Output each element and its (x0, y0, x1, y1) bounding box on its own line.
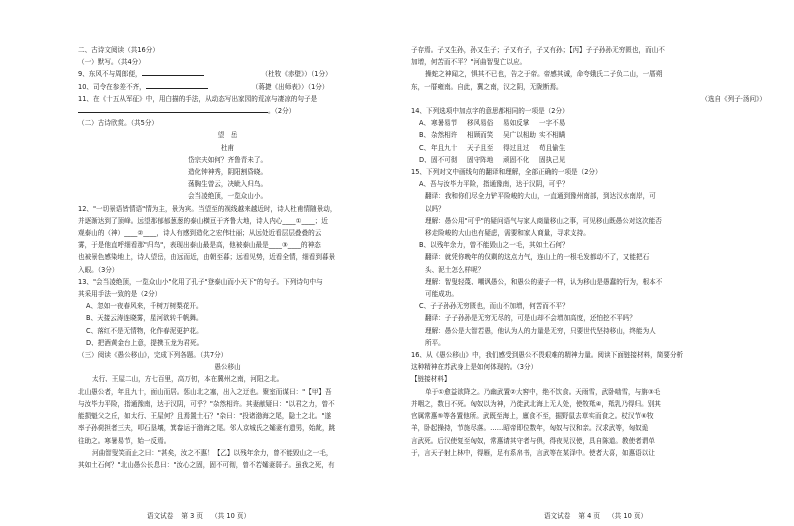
question-14: 14、下列选项中加点字的意思都相同的一项是（2分） (411, 107, 569, 116)
option-b[interactable]: B、以残年余力，曾不能毁山之一毛，其如土石何？ (419, 241, 569, 250)
option-a[interactable]: A、忽如一夜春风来，千树万树梨花开。 (86, 302, 203, 311)
poem-title: 望 岳 (217, 131, 238, 140)
understanding: 理解：愚公是大智若愚，他认为人的力量是无穷，只要世代坚持移山，终能为人 (425, 326, 656, 335)
subsection-header-3: （三）阅读《愚公移山》，完成下列各题。（共7分） (78, 351, 228, 360)
footer-page-number: 第 3 页 (181, 512, 203, 520)
section-title: 二、古诗文阅读（共16分） (78, 46, 159, 54)
subsection-header-1: （一）默写。（共4分） (78, 58, 145, 67)
footer-total: （共 10 页） (211, 512, 251, 520)
poem-line: 会当凌绝顶，一览众山小。 (187, 192, 268, 201)
passage-line: 往助之。寒暑易节，始一反焉。 (78, 436, 171, 445)
link-material-line: 于，言天子射上林中，得雁，足有系帛书，言武等在某泽中。使者大喜，如惠语以让 (411, 448, 655, 457)
page-3-content (0, 0, 397, 471)
translation: 以吗？ (425, 204, 445, 213)
question-12-line: 并逐渐达到了顶峰。远望那郁郁葱葱的泰山横亘于齐鲁大地，诗人内心____①____；近 (78, 216, 328, 225)
question-12-line: 雾，于是他直呼细看那"归鸟"，表现出泰山最是高，他被泰山最是____③____的神态 (78, 241, 321, 250)
option-c[interactable]: C、子子孙孙无穷匮也，而山不加增，何苦而不平？ (419, 302, 569, 311)
poem-line: 造化钟神秀，阴阳割昏晓。 (187, 168, 268, 177)
question-10: 10、司令在参差不齐， （蒋捷《出师表》）（1分） (78, 82, 329, 91)
understanding: 移走险峻的大山也有疑虑，需要和家人商量，寻求支持。 (425, 229, 590, 238)
translation: 翻译：子子孙孙是无穷无尽的，可是山却不会增加高度，还怕挖不平吗？ (425, 314, 636, 323)
passage-line: 太行、王屋二山，方七百里，高万仞，本在冀州之南，河阳之北。 (92, 375, 284, 384)
question-12-line: 观泰山的（神）____②____，诗人有感到造化之宏伟壮丽；从远处近看层层叠叠的云 (78, 229, 322, 238)
translation: 翻译：我和你们尽全力铲平险峻的大山，一直通到豫州南部，到达汉水南岸，可 (425, 192, 656, 201)
page-4-content (397, 0, 794, 459)
question-16: 16、从《愚公移山》中，我们感受到愚公不畏艰难的精神力量。阅读下面链接材料，简要分析 (411, 351, 684, 360)
passage-line: 加增，何苦而不平？"河曲智叟亡以应。 (411, 58, 527, 67)
option-a[interactable]: A、吾与汝毕力平险，指通豫南，达于汉阴，可乎？ (419, 180, 569, 189)
passage-line: 河曲智叟笑而止之曰："甚矣，汝之不惠！【乙】以残年余力，曾不能毁山之一毛， (92, 448, 333, 457)
link-material-line: 单于①愈益欲降之。乃幽武置②大窖中，绝不饮食。天雨雪，武卧啮雪，与旃③毛 (425, 387, 661, 396)
page-footer (397, 510, 794, 520)
translation: 翻译：就凭你晚年的仅剩的这点力气，连山上的一根毛发都动不了，又能把石 (425, 253, 650, 262)
footer-total: （共 10 页） (608, 512, 648, 520)
passage-line: 其如土石何？"北山愚公长息曰："汝心之固，固不可彻，曾不若孀妻弱子。虽我之死，有 (78, 460, 335, 469)
footer-page-number: 第 4 页 (578, 512, 600, 520)
answer-blank[interactable] (78, 105, 268, 113)
passage-line: 与汝毕力平险，指通豫南，达于汉阴，可乎？"杂然相许。其妻献疑曰："以君之力，曾不 (78, 399, 335, 408)
link-material-line: 言武死。后汉使复至匈奴，常惠请其守者与俱，得夜见汉使，具自陈道。教使者谓单 (411, 436, 655, 445)
question-12: 12、"一切景语皆情语"情为主，景为宾。当望至的视线越来越近时，诗人杜甫情随景动， (78, 204, 337, 213)
question-13-line: 其采用手法一致的是（2分） (78, 290, 162, 299)
answer-blank[interactable] (142, 68, 204, 76)
understanding: 理解：智叟轻蔑、嘲讽愚公，和愚公的妻子一样，认为移山是愚蠢的行为，根本不 (425, 277, 663, 286)
understanding: 理解：愚公用"可乎"的疑问语气与家人商量移山之事，可见移山既愚公对这次能否 (425, 216, 662, 225)
footer-subject: 语文试卷 (146, 512, 174, 520)
passage-line: 操蛇之神闻之，惧其不已也，告之于帝。帝感其诚，命夸娥氏二子负二山，一厝朔 (425, 70, 663, 79)
option-d[interactable]: D、把酒黄金台上意，提携玉龙为君死。 (86, 338, 204, 347)
option-a[interactable]: A、 寒暑易节 移风易俗 易如反掌 一字不易 (419, 119, 566, 128)
question-12-line: 入眼。（3分） (78, 265, 119, 274)
question-13: 13、"会当凌绝顶，一览众山小"化用了孔子"登泰山而小天下"的句子。下列诗句中与 (78, 277, 323, 286)
option-c[interactable]: C、 年且九十 天子且至 得过且过 苟且偷生 (419, 143, 566, 152)
poem-author: 杜甫 (220, 143, 235, 152)
link-material-header: 【链接材料】 (411, 375, 451, 384)
question-12-line: 也被景色感染地上，诗人望岳，由远而近，由朝至暮；远看见势，近看全情，细看到暮景 (78, 253, 336, 262)
poem-line: 荡胸生曾云，决眦入归鸟。 (187, 180, 268, 189)
page-footer (0, 510, 397, 520)
option-b[interactable]: B、 杂然相许 相顾而笑 吴广以相助 实不相瞒 (419, 131, 566, 140)
footer-subject: 语文试卷 (543, 512, 571, 520)
passage-line: 能损魁父之丘，如太行、王屋何？且焉置土石？"杂曰："投诸渤海之尾，隐土之北。"遂 (78, 412, 332, 421)
passage-title: 愚公移山 (214, 363, 241, 372)
link-material-line: 羊，卧起操持，节旄尽落。……昭帝即位数年，匈奴与汉和亲。汉求武等，匈奴诡 (411, 424, 649, 433)
passage-line: 东，一厝雍南。自此，冀之南，汉之阴，无陇断焉。 (411, 82, 563, 91)
understanding: 可能成功。 (425, 290, 458, 299)
passage-line: 率子孙荷担者三夫，叩石垦壤，箕畚运于渤海之尾。邻人京城氏之孀妻有遗男，始龀，跳 (78, 424, 336, 433)
question-16-line: 这种精神在苏武身上是如何体现的。（3分） (411, 363, 538, 372)
passage-line: 北山愚公者，年且九十，面山而居。惩山北之塞，出入之迂也。聚室而谋曰："【甲】吾 (78, 387, 332, 396)
option-b[interactable]: B、天接云涛连晓雾，星河欲转千帆舞。 (86, 314, 203, 323)
option-c[interactable]: C、落红不是无情物，化作春泥更护花。 (86, 326, 203, 335)
poem-line: 岱宗夫如何？齐鲁青未了。 (187, 155, 268, 164)
question-11: 11、在《十五从军征》中，用白描的手法，从动态写出家园的荒凉与凄凉的句子是 (78, 94, 318, 103)
exam-page-4 (397, 0, 794, 526)
passage-line: 子存焉。子又生孙，孙又生子；子又有子，子又有孙；【丙】子子孙孙无穷匮也，而山不 (411, 46, 665, 54)
understanding: 所平。 (425, 338, 445, 347)
link-material-line: 并咽之，数日不死。匈奴以为神，乃徙武北海上无人处，使牧羝④，羝乳乃得归。别其 (411, 399, 661, 408)
answer-blank[interactable] (146, 81, 208, 89)
translation: 头、泥土怎么样呢？ (425, 265, 485, 274)
question-15: 15、下列对文中画线句的翻译和理解，全部正确的一项是（2分） (411, 168, 602, 177)
subsection-header-2: （二）古诗欣赏。（共5分） (78, 119, 159, 128)
link-material-line: 官属常惠⑤等各置他所。武既至海上，廪食不至，掘野鼠去草实而食之。杖汉节⑥牧 (411, 412, 654, 421)
question-11-cont: 。（2分） (78, 105, 377, 117)
option-d[interactable]: D、 固不可彻 固守阵地 顽固不化 固执己见 (419, 155, 566, 164)
question-9: 9、东风不与周郎便， （杜牧《赤壁》）（1分） (78, 70, 332, 79)
passage-source: （选自《列子·汤问》） (701, 94, 766, 103)
